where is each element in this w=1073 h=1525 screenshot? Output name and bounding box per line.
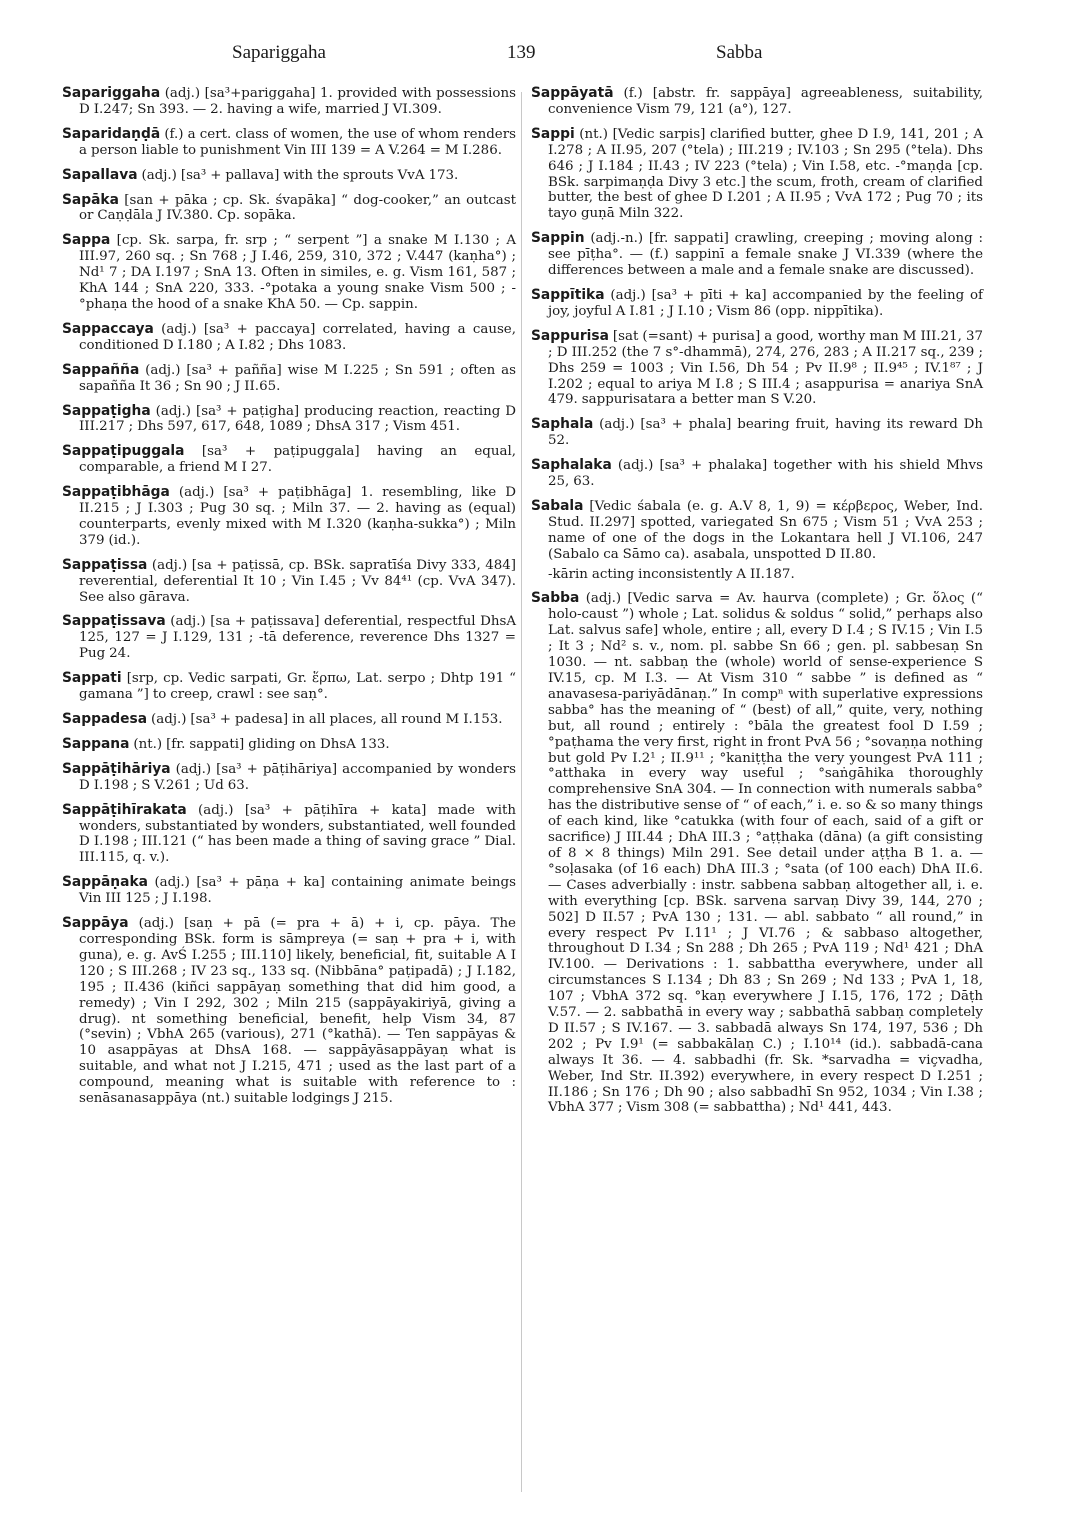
header-left-guideword: Sapariggaha xyxy=(232,42,326,63)
entry-headword: Sappa xyxy=(62,232,111,249)
entry-definition: (adj.) [sa³ + phalaka] together with his shield Mhvs 25, 63. xyxy=(548,458,983,490)
entry-headword: Sappaccaya xyxy=(62,320,154,337)
entry-definition: (adj.) [sa³ + pallava] with the sprouts VvA 173. xyxy=(137,167,459,183)
entry-headword: Sappāṇaka xyxy=(62,874,148,891)
entry-headword: Sappin xyxy=(531,230,585,247)
entry-headword: Sappati xyxy=(62,670,122,687)
dictionary-entry xyxy=(62,712,516,728)
entry-headword: Sappāṭihāriya xyxy=(62,760,171,777)
entry-definition: (adj.) [sa + paṭissā, cp. BSk. sapratīśa Divy 333, 484] reverential, deferential It 10 ; Vin I.45 ; Vv 84⁴¹ (cp. VvA 347). See also gārava. xyxy=(79,557,516,605)
entry-definition: (adj.) [Vedic sarva = Av. haurva (complete) ; Gr. ὅλος (“ holo-caust ”) whole ; Lat. solidus & soldus “ solid,” perhaps also Lat. salvus safe] whole, entire ; all, every D I.4 ; S IV.15 ; Vin I.5 ; It 3 ; Nd² s. v., nom. pl. sabbe Sn 66 ; gen. pl. sabbesaṇ Sn 1030. — nt. sabbaṇ the (whole) world of sense-experience S IV.15, cp. M I.3. — At Vism 310 “ sabbe ” is defined as “ anavasesa-pariyādānaṇ.” In compⁿ with superlative expressions sabba° has the meaning of “ (best) of all,” quite, very, nothing but, all round ; entirely : °bāla the greatest fool D I.59 ; °paṭhama the very first, right in front PvA 56 ; °sovaṇṇa nothing but gold Pv I.2¹ ; II.9¹¹ ; °kaniṭṭha the very youngest PvA 111 ; °atthaka in every way useful ; °saṅgāhika thoroughly comprehensive SnA 304. — In connection with numerals sabba° has the distributive sense of “ of each,” i. e. so & so many things of each kind, like °catukka (with four of each, said of a gift or sacrifice) J III.44 ; DhA III.3 ; °aṭṭhaka (dāna) (a gift consisting of 8 × 8 things) Miln 291. See detail under aṭṭha B 1. a. — °soḷasaka (of 16 each) DhA III.3 ; °sata (of 100 each) DhA II.6. — Cases adverbially : instr. sabbena sabbaṇ altogether all, i. e. with everything [cp. BSk. sarvena sarvaṇ Divy 39, 144, 270 ; 502] D II.57 ; PvA 130 ; 131. — abl. sabbato “ all round,” in every respect Pv I.11¹ ; J VI.76 ; & sabbaso altogether, throughout D I.34 ; Sn 288 ; Dh 265 ; PvA 119 ; Nd¹ 421 ; DhA IV.100. — Derivations : 1. sabbattha everywhere, under all circumstances S I.134 ; Dh 83 ; Sn 269 ; Nd 133 ; PvA 1, 18, 107 ; VbhA 372 sq. °kaṇ everywhere J I.15, 176, 172 ; Dāṭh V.57. — 2. sabbathā in every way ; sabbathā sabbaṇ completely D II.57 ; S IV.167. — 3. sabbadā always Sn 174, 197, 536 ; Dh 202 ; Pv I.9¹ (= sabbakālaṇ C.) ; I.10¹⁴ (id.). sabbadā-cana always It 36. — 4. sabbadhi (fr. Sk. *sarvadha = viçvadha, Weber, Ind Str. II.392) everywhere, in every respect D I.251 ; II.186 ; Sn 176 ; Dh 90 ; also sabbadhī Sn 952, 1034 ; Vin I.38 ; VbhA 377 ; Vism 308 (= sabbattha) ; Nd¹ 441, 443. xyxy=(548,591,983,1116)
entry-headword: Sapariggaha xyxy=(62,85,161,101)
dictionary-entry xyxy=(62,737,516,753)
entry-headword: Sappaṭipuggala xyxy=(62,443,185,460)
entry-headword: Sappaṭigha xyxy=(62,402,151,419)
entry-definition: (adj.) [sa³ + pañña] wise M I.225 ; Sn 591 ; often as sapañña It 36 ; Sn 90 ; J II.65. xyxy=(79,362,516,394)
entry-headword: Sapallava xyxy=(62,166,138,183)
left-column xyxy=(62,86,516,1116)
entry-definition: [srp, cp. Vedic sarpati, Gr. ἕρπω, Lat. serpo ; Dhtp 191 “ gamana ”] to creep, crawl : see saṇ°. xyxy=(79,671,516,703)
entry-definition: [san + pāka ; cp. Sk. śvapāka] “ dog-cooker,” an outcast or Caṇḍāla J IV.380. Cp. sopāka. xyxy=(79,192,516,224)
dictionary-entry xyxy=(531,417,983,449)
entry-headword: Saparidaṇḍā xyxy=(62,125,161,142)
entry-headword: Sappadesa xyxy=(62,711,148,727)
dictionary-entry xyxy=(62,404,516,436)
entry-headword: Saphalaka xyxy=(531,457,612,474)
entry-definition: [sat (=sant) + purisa] a good, worthy man M III.21, 37 ; D III.252 (the 7 s°-dhammā), 274, 276, 283 ; A II.217 sq., 239 ; Dhs 259 = 1003 ; Vin I.56, Dh 54 ; Pv II.9⁸ ; II.9⁴⁵ ; IV.1⁸⁷ ; J I.202 ; equal to ariya M I.8 ; S III.4 ; asappurisa = anariya SnA 479. sappurisatara a better man S V.20. xyxy=(548,328,983,408)
header-right-guideword: Sabba xyxy=(716,42,763,63)
dictionary-entry xyxy=(531,288,983,320)
right-column xyxy=(531,86,983,1125)
dictionary-entry xyxy=(62,444,516,476)
dictionary-entry xyxy=(62,363,516,395)
entry-headword: Sabba xyxy=(531,590,580,607)
dictionary-entry xyxy=(62,168,516,184)
dictionary-entry xyxy=(531,127,983,222)
entry-definition: (adj.) [sa³ + pīti + ka] accompanied by the feeling of joy, joyful A I.81 ; J I.10 ; Vism 86 (opp. nippītika). xyxy=(548,287,983,319)
entry-headword: Sappurisa xyxy=(531,327,609,344)
entry-definition: (adj.) [sa + paṭissava] deferential, respectful DhsA 125, 127 = J I.129, 131 ; -tā deference, reverence Dhs 1327 = Pug 24. xyxy=(79,614,516,662)
dictionary-entry xyxy=(531,86,983,118)
entry-headword: Sappaṭibhāga xyxy=(62,484,170,501)
entry-definition: [Vedic śabala (e. g. A.V 8, 1, 9) = κέρβερος, Weber, Ind. Stud. II.297] spotted, variegated Sn 675 ; Vism 51 ; VvA 253 ; name of one of the dogs in the Lokantara hell J VI.106, 247 (Sabalo ca Sāmo ca). asabala, unspotted D II.80. xyxy=(548,498,983,562)
dictionary-entry xyxy=(62,762,516,794)
page-header xyxy=(0,42,1073,70)
dictionary-entry xyxy=(62,233,516,313)
entry-headword: Sappaṭissava xyxy=(62,613,166,630)
entry-headword: Sappaṭissa xyxy=(62,556,148,573)
dictionary-entry xyxy=(62,803,516,867)
entry-definition: (adj.) [sa³ + paṭibhāga] 1. resembling, like D II.215 ; J I.303 ; Pug 30 sq. ; Miln 37. — 2. having as (equal) counterparts, evenly mixed with M I.320 (kaṇha-sukka°) ; Miln 379 (id.). xyxy=(79,485,516,548)
entry-headword: Sappāyatā xyxy=(531,85,614,101)
entry-definition: -kārin acting inconsistently A II.187. xyxy=(548,566,795,582)
dictionary-entry xyxy=(531,591,983,1116)
page-number: 139 xyxy=(507,42,536,63)
entry-definition: [cp. Sk. sarpa, fr. srp ; “ serpent ”] a snake M I.130 ; A III.97, 260 sq. ; Sn 768 ; J I.46, 259, 310, 372 ; V.447 (kaṇha°) ; Nd¹ 7 ; DA I.197 ; SnA 13. Often in similes, e. g. Vism 161, 587 ; KhA 144 ; SnA 220, 333. -°potaka a young snake Vism 500 ; -°phaṇa the hood of a snake KhA 50. — Cp. sappin. xyxy=(79,233,516,312)
entry-definition: (nt.) [Vedic sarpis] clarified butter, ghee D I.9, 141, 201 ; A I.278 ; A II.95, 207 (°tela) ; III.219 ; IV.103 ; Sn 295 (°tela). Dhs 646 ; J I.184 ; II.43 ; IV 223 (°tela) ; Vin I.58, etc. -°maṇḍa [cp. BSk. sarpimaṇḍa Divy 3 etc.] the scum, froth, cream of clarified butter, the best of ghee D I.201 ; A II.95 ; VvA 172 ; Pug 70 ; its tayo guṇā Miln 322. xyxy=(548,126,983,222)
entry-definition: (adj.) [sa³ + padesa] in all places, all round M I.153. xyxy=(147,712,503,727)
entry-definition: (adj.) [sa³ + phala] bearing fruit, having its reward Dh 52. xyxy=(548,417,983,449)
entry-headword: Sappītika xyxy=(531,286,605,303)
column-divider xyxy=(521,92,522,1492)
entry-headword: Sappana xyxy=(62,735,130,752)
dictionary-entry xyxy=(62,485,516,549)
entry-headword: Sappāṭihīrakata xyxy=(62,801,187,818)
entry-headword: Sappāya xyxy=(62,915,129,932)
entry-definition: (adj.) [sa³ + pāṇa + ka] containing animate beings Vin III 125 ; J I.198. xyxy=(79,875,516,907)
dictionary-entry xyxy=(62,193,516,225)
dictionary-entry xyxy=(62,558,516,606)
entry-headword: Sabala xyxy=(531,497,584,514)
entry-definition: (adj.) [sa³ + pāṭihāriya] accompanied by wonders D I.198 ; S V.261 ; Ud 63. xyxy=(79,761,516,793)
entry-headword: Sappi xyxy=(531,125,575,142)
entry-definition: (f.) a cert. class of women, the use of whom renders a person liable to punishment Vin III 139 = A V.264 = M I.286. xyxy=(79,126,516,158)
entry-definition: (adj.) [sa³ + pāṭihīra + kata] made with wonders, substantiated by wonders, substantiated, well founded D I.198 ; III.121 (“ has been made a thing of saving grace ” Dial. III.115, q. v.). xyxy=(79,802,516,866)
entry-headword: Saphala xyxy=(531,416,594,433)
entry-definition: (adj.) [saṇ + pā (= pra + ā) + i, cp. pāya. The corresponding BSk. form is sāmpreya (= saṇ + pra + i, with guna), e. g. AvŚ I.255 ; III.110] likely, beneficial, fit, suitable A I 120 ; S III.268 ; IV 23 sq., 133 sq. (Nibbāna° paṭipadā) ; J I.182, 195 ; II.436 (kiñci sappāyaṇ something that did him good, a remedy) ; Vin I 292, 302 ; Miln 215 (sappāyakiriyā, giving a drug). nt something beneficial, benefit, help Vism 34, 87 (°sevin) ; VbhA 265 (various), 271 (°kathā). — Ten sappāyas & 10 asappāyas at DhsA 168. — sappāyāsappāyaṇ what is suitable, and what not J I.215, 471 ; used as the last part of a compound, meaning what is suitable with reference to : senāsanasappāya (nt.) suitable lodgings J 215. xyxy=(79,916,516,1107)
entry-definition: (adj.) [sa³ + paccaya] correlated, having a cause, conditioned D I.180 ; A I.82 ; Dhs 1083. xyxy=(79,321,516,353)
dictionary-entry xyxy=(62,916,516,1107)
entry-definition: (f.) [abstr. fr. sappāya] agreeableness, suitability, convenience Vism 79, 121 (a°), 127. xyxy=(548,86,983,117)
dictionary-entry xyxy=(531,458,983,490)
dictionary-entry xyxy=(531,499,983,563)
dictionary-entry xyxy=(62,86,516,118)
entry-headword: Sapāka xyxy=(62,191,119,208)
entry-definition: (adj.) [sa³ + paṭigha] producing reaction, reacting D III.217 ; Dhs 597, 617, 648, 1089 ; DhsA 317 ; Vism 451. xyxy=(79,403,516,435)
dictionary-entry xyxy=(531,329,983,409)
entry-definition: (adj.) [sa³+pariggaha] 1. provided with possessions D I.247; Sn 393. — 2. having a wife, married J VI.309. xyxy=(79,86,516,117)
dictionary-entry xyxy=(62,127,516,159)
entry-definition: (adj.-n.) [fr. sappati] crawling, creeping ; moving along : see pīṭha°. — (f.) sappinī a female snake J VI.339 (where the differences between a male and a female snake are discussed). xyxy=(548,231,983,279)
dictionary-entry xyxy=(62,614,516,662)
entry-headword: Sappañña xyxy=(62,361,140,378)
dictionary-entry xyxy=(531,231,983,279)
entry-definition: (nt.) [fr. sappati] gliding on DhsA 133. xyxy=(129,736,390,752)
dictionary-entry xyxy=(62,875,516,907)
dictionary-entry xyxy=(62,671,516,703)
dictionary-entry xyxy=(548,567,983,583)
entry-definition: [sa³ + paṭipuggala] having an equal, comparable, a friend M I 27. xyxy=(79,444,516,476)
dictionary-entry xyxy=(62,322,516,354)
